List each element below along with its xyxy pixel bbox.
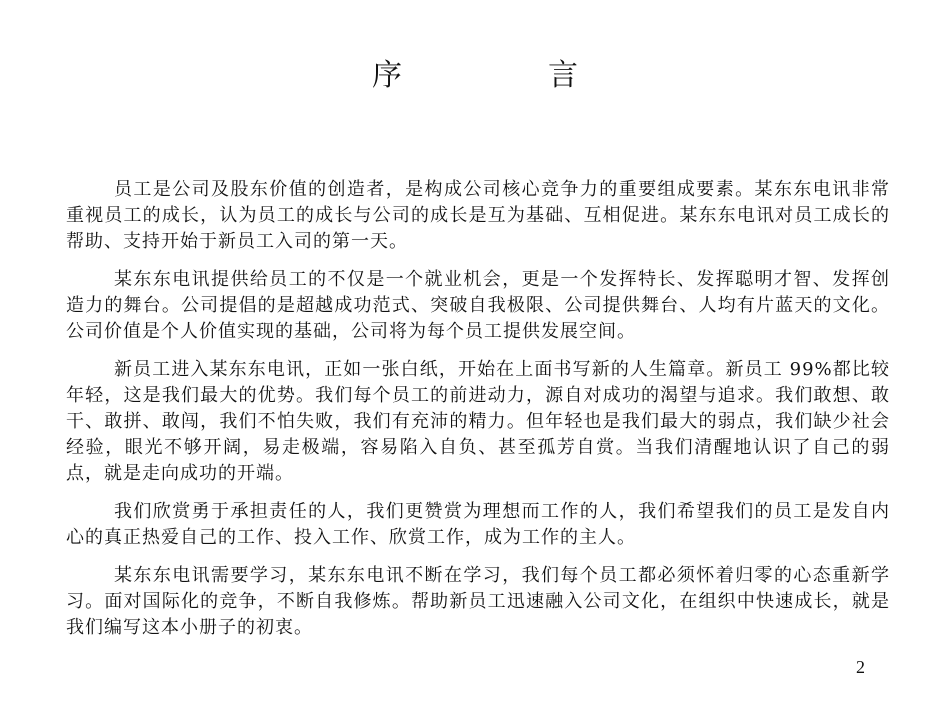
paragraph-1: 员工是公司及股东价值的创造者，是构成公司核心竞争力的重要组成要素。某东东电讯非常重视员工的成长，认为员工的成长与公司的成长是互为基础、互相促进。某东东电讯对员工成长的帮助、支持开始于新员工入司的第一天。 [66, 179, 890, 252]
paragraph-2: 某东东电讯提供给员工的不仅是一个就业机会，更是一个发挥特长、发挥聪明才智、发挥创造力的舞台。公司提倡的是超越成功范式、突破自我极限、公司提供舞台、人均有片蓝天的文化。公司价值是个人价值实现的基础，公司将为每个员工提供发展空间。 [66, 269, 890, 342]
page-number: 2 [856, 657, 865, 677]
paragraph-5: 某东东电讯需要学习，某东东电讯不断在学习，我们每个员工都必须怀着归零的心态重新学习。面对国际化的竞争，不断自我修炼。帮助新员工迅速融入公司文化，在组织中快速成长，就是我们编写这本小册子的初衷。 [66, 565, 890, 638]
preface-body [66, 177, 890, 653]
page-title: 序 言 [372, 58, 636, 93]
paragraph-3: 新员工进入某东东电讯，正如一张白纸，开始在上面书写新的人生篇章。新员工 99%都比较年轻，这是我们最大的优势。我们每个员工的前进动力，源自对成功的渴望与追求。我们敢想、敢干、敢拼、敢闯，我们不怕失败，我们有充沛的精力。但年轻也是我们最大的弱点，我们缺少社会经验，眼光不够开阔，易走极端，容易陷入自负、甚至孤芳自赏。当我们清醒地认识了自己的弱点，就是走向成功的开端。 [66, 359, 890, 484]
paragraph-4: 我们欣赏勇于承担责任的人，我们更赞赏为理想而工作的人，我们希望我们的员工是发自内心的真正热爱自己的工作、投入工作、欣赏工作，成为工作的主人。 [66, 501, 890, 548]
